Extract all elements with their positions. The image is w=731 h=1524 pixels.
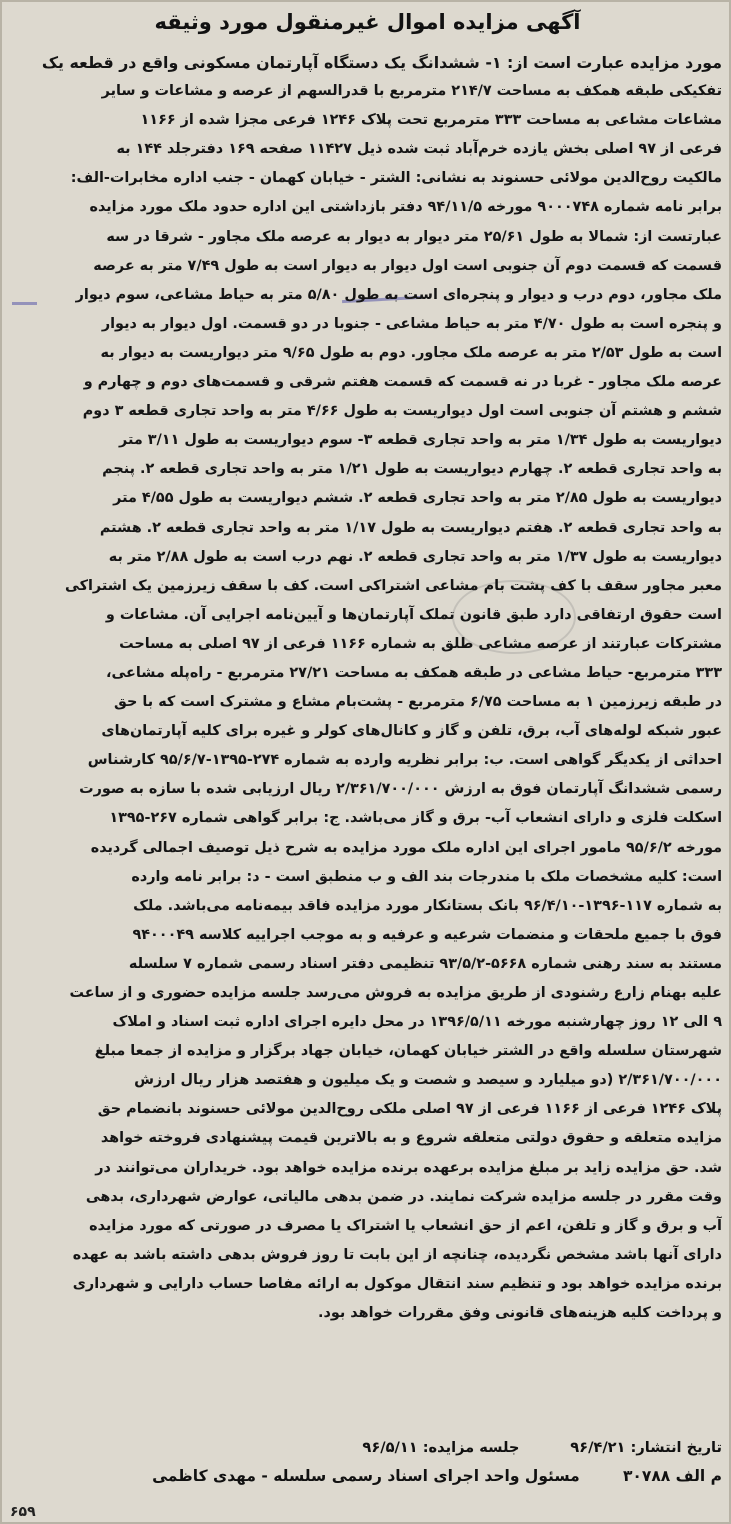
notice-line: به شماره ۱۱۷-۱۳۹۶-۹۶/۴/۱۰ بانک بستانکار مورد مزایده فاقد بیمه‌نامه می‌باشد. ملک bbox=[133, 897, 722, 914]
notice-line: ۹ الی ۱۲ روز چهارشنبه مورخه ۱۳۹۶/۵/۱۱ در محل دایره اجرای اداره ثبت اسناد و املاک bbox=[112, 1014, 722, 1031]
notice-line: در طبقه زیرزمین ۱ به مساحت ۶/۷۵ مترمربع - پشت‌بام مشاع و مشترک است که با حق bbox=[114, 694, 722, 711]
notice-line: دیواریست به طول ۱/۳۷ متر به واحد تجاری قطعه ۲. نهم درب است به طول ۲/۸۸ متر به bbox=[108, 548, 722, 565]
notice-line: قسمت که قسمت دوم آن جنوبی است اول دیوار به دیوار است به طول ۷/۴۹ متر به عرصه bbox=[93, 257, 722, 274]
notice-line: مورد مزایده عبارت است از: ۱- ششدانگ یک دستگاه آپارتمان مسکونی واقع در قطعه یک bbox=[41, 53, 722, 72]
ref-code: م الف ۳۰۷۸۸ bbox=[622, 1467, 722, 1485]
notice-line: و پنجره است به طول ۴/۷۰ متر به حیاط مشاعی - جنوبا در دو قسمت. اول دیوار به دیوار bbox=[101, 315, 722, 332]
notice-line: عبور شبکه لوله‌های آب، برق، تلفن و گاز و کانال‌های کولر و غیره برای کلیه آپارتمان‌های bbox=[101, 723, 722, 740]
notice-line: برنده مزایده خواهد بود و تنظیم سند انتقال موکول به ارائه مفاصا حساب دارایی و شهرداری bbox=[72, 1275, 722, 1292]
notice-line: عبارتست از: شمالا به طول ۲۵/۶۱ متر دیوار به دیوار به عرصه ملک مجاور - شرقا در سه bbox=[106, 228, 722, 245]
notice-line: است به طول ۲/۵۳ متر به عرصه ملک مجاور. دوم به طول ۹/۶۵ متر دیواریست به دیوار به bbox=[100, 344, 722, 361]
notice-line: است حقوق ارتفاقی دارد طبق قانون تملک آپارتمان‌ها و آیین‌نامه اجرایی آن. مشاعات و bbox=[105, 606, 722, 623]
notice-line: وقت مقرر در جلسه مزایده شرکت نمایند. در ضمن بدهی مالیاتی، عوارض شهرداری، بدهی bbox=[85, 1188, 722, 1205]
signatory: مسئول واحد اجرای اسناد رسمی سلسله - مهدی کاظمی bbox=[152, 1467, 580, 1485]
notice-line: فرعی از ۹۷ اصلی بخش یازده خرم‌آباد ثبت شده ذیل ۱۱۴۲۷ صفحه ۱۶۹ دفترجلد ۱۴۴ به bbox=[116, 141, 722, 158]
notice-line: دیواریست به طول ۲/۸۵ متر به واحد تجاری قطعه ۲. ششم دیواریست به طول ۴/۵۵ متر bbox=[113, 490, 722, 507]
notice-line: تفکیکی طبقه همکف به مساحت ۲۱۴/۷ مترمربع با قدرالسهم از عرصه و مشاعات و سایر bbox=[101, 83, 722, 100]
notice-line: به واحد تجاری قطعه ۲. چهارم دیواریست به طول ۱/۲۱ متر به واحد تجاری قطعه ۲. پنجم bbox=[102, 461, 722, 478]
notice-footer bbox=[12, 1434, 722, 1490]
publish-date: تاریخ انتشار: ۹۶/۴/۲۱ bbox=[570, 1439, 722, 1456]
notice-line: مستند به سند رهنی شماره ۵۶۶۸-۹۳/۵/۲ تنظیمی دفتر اسناد رسمی شماره ۷ سلسله bbox=[128, 955, 722, 972]
notice-line: است: کلیه مشخصات ملک با مندرجات بند الف و ب منطبق است - د: برابر نامه وارده bbox=[131, 868, 722, 885]
notice-line: ۲/۳۶۱/۷۰۰/۰۰۰ (دو میلیارد و سیصد و شصت و یک میلیون و هفتصد هزار ریال ارزش bbox=[134, 1072, 722, 1089]
notice-line: برابر نامه شماره ۹۰۰۰۷۴۸ مورخه ۹۴/۱۱/۵ دفتر بازداشتی این اداره حدود ملک مورد مزایده bbox=[89, 199, 722, 216]
notice-title: آگهی مزایده اموال غیرمنقول مورد وثیقه bbox=[154, 10, 581, 34]
notice-line: پلاک ۱۲۴۶ فرعی از ۱۱۶۶ فرعی از ۹۷ اصلی ملکی روح‌الدین مولائی حسنوند بانضمام حق bbox=[97, 1101, 722, 1118]
notice-line: مورخه ۹۵/۶/۲ مامور اجرای این اداره ملک مورد مزایده به شرح ذیل توصیف اجمالی گردیده bbox=[90, 839, 722, 856]
auction-session-date: جلسه مزایده: ۹۶/۵/۱۱ bbox=[362, 1439, 520, 1456]
signature-row bbox=[12, 1462, 722, 1490]
notice-body bbox=[12, 48, 722, 1357]
page-number: ۶۵۹ bbox=[10, 1504, 36, 1520]
notice-line: آب و برق و گاز و تلفن، اعم از حق انشعاب یا اشتراک یا مصرف در صورتی که مورد مزایده bbox=[89, 1217, 722, 1234]
notice-line: دارای آنها باشد مشخص نگردیده، چنانچه از این بابت تا روز فروش بدهی داشته باشد به عهده bbox=[72, 1246, 722, 1263]
notice-line: علیه بهنام زارع رشنودی از طریق مزایده به فروش می‌رسد جلسه مزایده حضوری و از ساعت bbox=[69, 985, 722, 1001]
notice-line: شهرستان سلسله واقع در الشتر خیابان کهمان، خیابان جهاد برگزار و مزایده از جمعا مبلغ bbox=[94, 1043, 722, 1060]
notice-line: رسمی ششدانگ آپارتمان فوق به ارزش ۲/۳۶۱/۷۰۰/۰۰۰ ریال ارزیابی شده با سازه به صورت bbox=[79, 781, 722, 798]
notice-line: معبر مجاور سقف با کف پشت بام مشاعی اشتراکی است. کف با سقف زیرزمین یک اشتراکی bbox=[65, 577, 722, 594]
notice-line: اسکلت فلزی و دارای انشعاب آب- برق و گاز می‌باشد. ج: برابر گواهی شماره ۲۶۷-۱۳۹۵ bbox=[109, 810, 722, 827]
notice-line: ۳۳۳ مترمربع- حیاط مشاعی در طبقه همکف به مساحت ۲۷/۲۱ مترمربع - راه‌پله مشاعی، bbox=[106, 664, 722, 681]
notice-line: و پرداخت کلیه هزینه‌های قانونی وفق مقررات خواهد بود. bbox=[318, 1305, 722, 1322]
notice-line: مالکیت روح‌الدین مولائی حسنوند به نشانی: الشتر - خیابان کهمان - جنب اداره مخابرات-الف: bbox=[70, 170, 722, 187]
notice-line: شد. حق مزایده زاید بر مبلغ مزایده برعهده برنده مزایده خواهد بود. خریداران می‌توانند در bbox=[95, 1159, 722, 1176]
notice-line: به واحد تجاری قطعه ۲. هفتم دیواریست به طول ۱/۱۷ متر به واحد تجاری قطعه ۲. هشتم bbox=[99, 519, 722, 536]
notice-line: عرصه ملک مجاور - غربا در نه قسمت که قسمت هفتم شرقی و قسمت‌های دوم و چهارم و bbox=[83, 374, 722, 391]
date-row bbox=[12, 1434, 722, 1462]
notice-line: ملک مجاور، دوم درب و دیوار و پنجره‌ای است به طول ۵/۸۰ متر به حیاط مشاعی، سوم دیوار bbox=[75, 286, 722, 303]
notice-line: احداثی از یکدیگر گواهی است. ب: برابر نظریه وارده به شماره ۲۷۴-۱۳۹۵-۹۵/۶/۷ کارشناس bbox=[87, 752, 722, 769]
notice-line: مشاعات مشاعی به مساحت ۳۳۳ مترمربع تحت پلاک ۱۲۴۶ فرعی مجزا شده از ۱۱۶۶ bbox=[140, 112, 722, 129]
notice-line: دیواریست به طول ۱/۳۴ متر به واحد تجاری قطعه ۳- سوم دیواریست به طول ۳/۱۱ متر bbox=[119, 432, 722, 449]
notice-line: فوق با جمیع ملحقات و منضمات شرعیه و عرفیه و به موجب اجراییه کلاسه ۹۴۰۰۰۴۹ bbox=[132, 926, 722, 943]
notice-line: مزایده متعلقه و حقوق دولتی متعلقه شروع و به بالاترین قیمت پیشنهادی فروخته خواهد bbox=[100, 1130, 722, 1147]
notice-line: مشترکات عبارتند از عرصه مشاعی طلق به شماره ۱۱۶۶ فرعی از ۹۷ اصلی به مساحت bbox=[119, 635, 722, 652]
notice-line: ششم و هشتم آن جنوبی است اول دیواریست به طول ۴/۶۶ متر به واحد تجاری قطعه ۳ دوم bbox=[82, 403, 722, 420]
notice-line bbox=[12, 1328, 722, 1357]
